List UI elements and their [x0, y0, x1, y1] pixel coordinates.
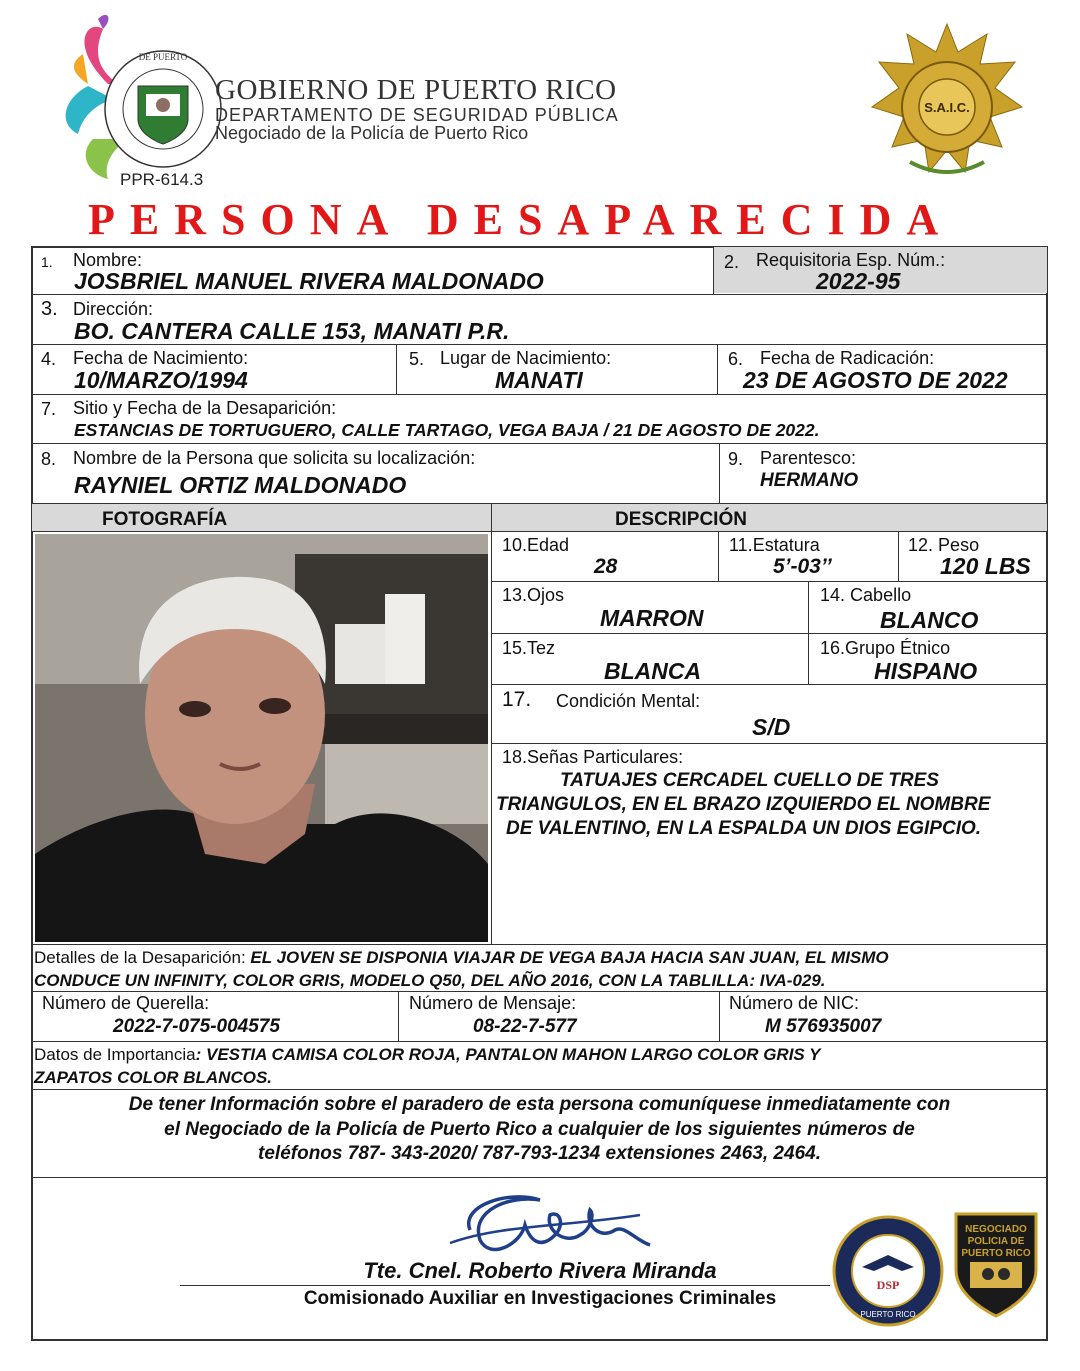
estatura-value: 5’-03’’ [773, 555, 832, 578]
ojos-label: 13.Ojos [502, 585, 565, 605]
nombre-value: JOSBRIEL MANUEL RIVERA MALDONADO [74, 268, 544, 294]
col-divider [719, 991, 720, 1041]
row-divider [491, 743, 1047, 744]
row-divider [32, 944, 1047, 945]
field-num: 6. [728, 349, 744, 369]
solicitante-value: RAYNIEL ORTIZ MALDONADO [74, 472, 407, 498]
edad-label: 10.Edad [502, 535, 570, 555]
row-divider [32, 1177, 1047, 1178]
parentesco-value: HERMANO [760, 470, 859, 491]
sitio-value: ESTANCIAS DE TORTUGUERO, CALLE TARTAGO, VEGA BAJA / 21 DE AGOSTO DE 2022. [74, 420, 820, 440]
row-divider [32, 531, 1047, 532]
field-num: 1. [41, 254, 53, 270]
signature-line [180, 1285, 830, 1286]
nic-value: M 576935007 [765, 1016, 882, 1037]
fecha-nac-value: 10/MARZO/1994 [74, 367, 248, 393]
tez-label: 15.Tez [502, 638, 556, 658]
badge-center-text: S.A.I.C. [924, 100, 970, 115]
signer-name: Tte. Cnel. Roberto Rivera Miranda [363, 1258, 717, 1283]
row-divider [32, 394, 1047, 395]
edad-value: 28 [594, 555, 618, 578]
ojos-value: MARRON [600, 605, 704, 631]
col-divider [808, 581, 809, 684]
tez-value: BLANCA [604, 658, 702, 684]
svg-text:POLICIA DE: POLICIA DE [967, 1236, 1025, 1247]
col-divider [719, 443, 720, 503]
svg-text:DE PUERTO: DE PUERTO [138, 52, 188, 62]
dsp-seal-text: DSP [876, 1278, 900, 1292]
signer-title: Comisionado Auxiliar en Investigaciones Criminales [303, 1288, 777, 1309]
section-foto: FOTOGRAFÍA [102, 509, 228, 530]
gobierno-logo [58, 14, 223, 194]
col-divider [718, 531, 719, 581]
saic-badge-icon [870, 22, 1025, 187]
field-num: 7. [41, 399, 57, 419]
row-divider [32, 503, 1047, 504]
direccion-value: BO. CANTERA CALLE 153, MANATI P.R. [74, 318, 510, 344]
row-divider [491, 581, 1047, 582]
mental-value: S/D [752, 714, 791, 740]
querella-value: 2022-7-075-004575 [113, 1016, 280, 1037]
senas-line: TRIANGULOS, EN EL BRAZO IZQUIERDO EL NOMBRE [496, 794, 991, 815]
missing-person-photo [35, 534, 488, 942]
field-num: 8. [41, 449, 57, 469]
header-dept: DEPARTAMENTO DE SEGURIDAD PÚBLICA [215, 105, 619, 125]
solicitante-label: Nombre de la Persona que solicita su localización: [73, 448, 476, 468]
field-num: 5. [409, 349, 425, 369]
fecha-nac-label: Fecha de Nacimiento: [73, 348, 249, 368]
detalles-line-2: CONDUCE UN INFINITY, COLOR GRIS, MODELO Q50, DEL AÑO 2016, CON LA TABLILLA: IVA-029. [34, 971, 826, 990]
contacto-line-3: teléfonos 787- 343-2020/ 787-793-1234 extensiones 2463, 2464. [258, 1143, 821, 1164]
col-divider [717, 344, 718, 394]
importancia-line-1: Datos de Importancia: VESTIA CAMISA COLOR ROJA, PANTALON MAHON LARGO COLOR GRIS Y [34, 1045, 821, 1064]
contacto-line-2: el Negociado de la Policía de Puerto Rico a cualquier de los siguientes números de [164, 1119, 915, 1140]
svg-text:PUERTO RICO: PUERTO RICO [961, 1248, 1031, 1259]
row-divider [32, 1041, 1047, 1042]
cabello-value: BLANCO [880, 607, 979, 633]
requisitoria-label: Requisitoria Esp. Núm.: [756, 250, 946, 270]
peso-label: 12. Peso [908, 535, 980, 555]
col-divider [398, 991, 399, 1041]
svg-text:NEGOCIADO: NEGOCIADO [965, 1224, 1027, 1235]
senas-line: DE VALENTINO, EN LA ESPALDA UN DIOS EGIPCIO. [506, 818, 982, 839]
grupo-label: 16.Grupo Étnico [820, 638, 951, 658]
page-title: PERSONA DESAPARECIDA [88, 195, 954, 244]
requisitoria-value: 2022-95 [816, 268, 901, 294]
fecha-rad-value: 23 DE AGOSTO DE 2022 [743, 367, 1008, 393]
senas-label: 18.Señas Particulares: [502, 747, 684, 767]
estatura-label: 11.Estatura [729, 535, 820, 555]
field-num: 4. [41, 349, 57, 369]
negociado-badge-icon [952, 1210, 1040, 1320]
section-desc: DESCRIPCIÓN [615, 509, 747, 530]
direccion-label: Dirección: [73, 299, 154, 319]
contacto-line-1: De tener Información sobre el paradero de esta persona comuníquese inmediatamente con [128, 1094, 951, 1115]
col-divider [713, 247, 714, 294]
header-gov: GOBIERNO DE PUERTO RICO [215, 74, 617, 106]
mental-label: Condición Mental: [556, 691, 701, 711]
grupo-value: HISPANO [874, 658, 978, 684]
svg-text:PUERTO RICO: PUERTO RICO [860, 1310, 916, 1319]
peso-value: 120 LBS [940, 553, 1031, 579]
mensaje-value: 08-22-7-577 [473, 1016, 577, 1037]
form-code: PPR-614.3 [120, 170, 204, 189]
mensaje-label: Número de Mensaje: [409, 993, 577, 1013]
cabello-label: 14. Cabello [820, 585, 912, 605]
col-divider [898, 531, 899, 581]
row-divider [32, 443, 1047, 444]
field-num: 3. [41, 298, 58, 320]
field-num: 9. [728, 449, 744, 469]
nic-label: Número de NIC: [729, 993, 860, 1013]
fecha-rad-label: Fecha de Radicación: [760, 348, 935, 368]
col-divider [491, 503, 492, 944]
importancia-line-2: ZAPATOS COLOR BLANCOS. [34, 1068, 272, 1087]
querella-label: Número de Querella: [42, 993, 210, 1013]
col-divider [396, 344, 397, 394]
parentesco-label: Parentesco: [760, 448, 857, 468]
lugar-nac-value: MANATI [495, 367, 583, 393]
nombre-label: Nombre: [73, 250, 143, 270]
sitio-label: Sitio y Fecha de la Desaparición: [73, 398, 337, 418]
header-bureau: Negociado de la Policía de Puerto Rico [215, 123, 529, 143]
senas-line: TATUAJES CERCADEL CUELLO DE TRES [560, 770, 939, 791]
field-num: 17. [502, 688, 532, 711]
lugar-nac-label: Lugar de Nacimiento: [440, 348, 612, 368]
detalles-line-1: Detalles de la Desaparición: EL JOVEN SE DISPONIA VIAJAR DE VEGA BAJA HACIA SAN JUAN, EL MISMO [34, 948, 889, 967]
field-num: 2. [724, 252, 740, 272]
dsp-seal-icon [832, 1215, 944, 1327]
